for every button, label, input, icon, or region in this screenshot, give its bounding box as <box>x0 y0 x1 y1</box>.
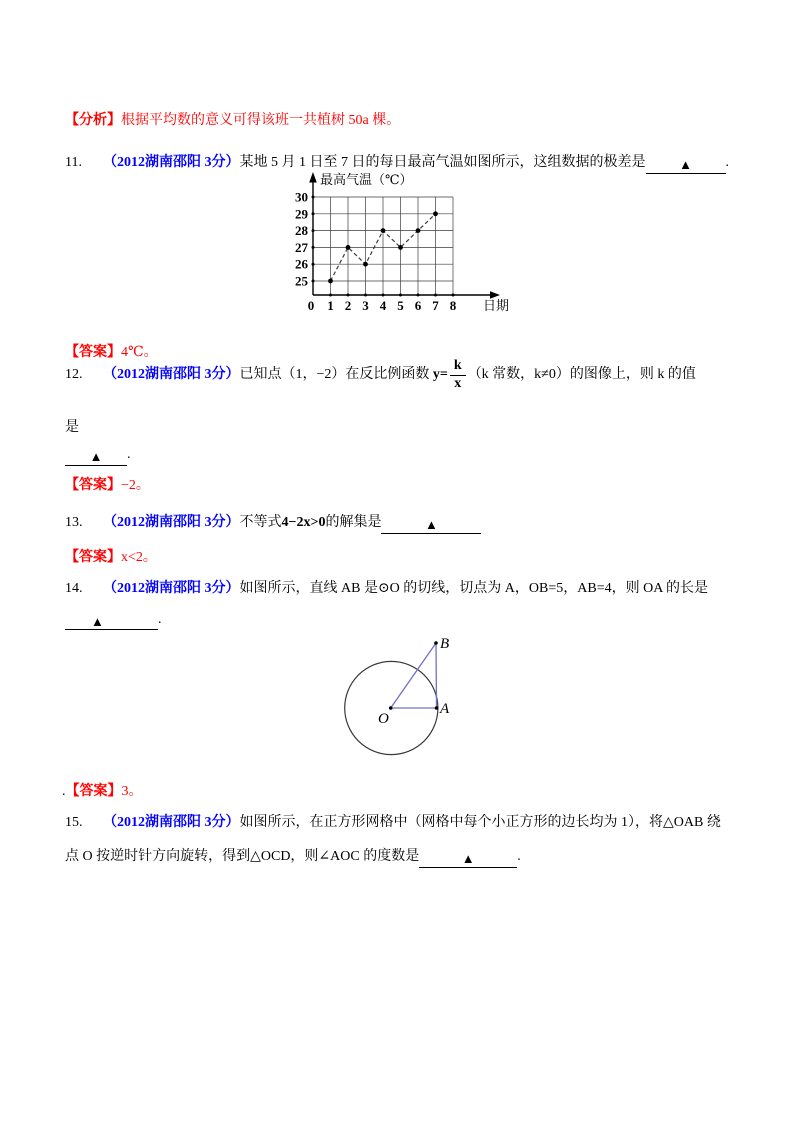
x-tick-dot <box>434 294 437 297</box>
question-15-text1: 如图所示，在正方形网格中（网格中每个小正方形的边长均为 1），将△OAB 绕 <box>239 815 721 830</box>
question-13-number: 13. <box>65 515 83 530</box>
x-tick-dot <box>452 294 455 297</box>
answer-13-text: x<2。 <box>121 550 157 565</box>
data-point <box>416 228 421 233</box>
x-tick-label: 7 <box>432 298 439 313</box>
chart-title: 最高气温（℃） <box>320 172 413 187</box>
question-12-blank-line <box>65 446 131 466</box>
answer-14-label: 【答案】 <box>65 784 122 799</box>
y-tick-label: 27 <box>295 239 308 255</box>
segment-ab <box>436 643 437 708</box>
point-o <box>389 706 393 710</box>
y-tick-label: 29 <box>295 206 308 222</box>
x-tick-dot <box>382 294 385 297</box>
question-14-tail: . <box>158 612 162 627</box>
question-15-line2 <box>65 848 521 868</box>
question-11-source: （2012湖南邵阳 3分） <box>103 155 240 170</box>
analysis-label: 【分析】 <box>65 113 121 128</box>
question-12 <box>65 352 696 398</box>
question-11-number: 11. <box>65 155 82 170</box>
x-tick-dot <box>399 294 402 297</box>
y-axis-arrow-icon <box>309 172 317 183</box>
question-15-number: 15. <box>65 815 83 830</box>
y-tick-label: 25 <box>295 273 308 289</box>
x-tick-dot <box>329 294 332 297</box>
segment-ob <box>391 643 436 708</box>
y-tick-dot <box>312 229 315 232</box>
answer-14-prefix: . <box>62 784 66 799</box>
analysis-text: 根据平均数的意义可得该班一共植树 50a 棵。 <box>121 113 401 128</box>
point-a <box>435 706 439 710</box>
y-tick-label: 30 <box>295 189 308 205</box>
x-tick-label: 6 <box>414 298 422 313</box>
x-tick-label: 0 <box>307 298 315 313</box>
question-13-text-after: 的解集是 <box>325 515 382 530</box>
question-15-text2: 点 O 按逆时针方向旋转，得到△OCD，则∠AOC 的度数是 <box>65 849 420 864</box>
question-14-source: （2012湖南邵阳 3分） <box>103 581 240 596</box>
question-11-answer-blank: ▲ <box>646 157 726 174</box>
x-tick-label: 5 <box>397 298 404 313</box>
question-13 <box>65 514 481 534</box>
question-14-answer-blank: ▲ <box>65 614 158 630</box>
question-13-inequality: 4−2x>0 <box>281 515 326 530</box>
question-13-text-before: 不等式 <box>239 515 282 530</box>
data-point <box>363 262 368 267</box>
question-12-answer-blank: ▲ <box>65 449 127 466</box>
analysis-line <box>65 112 400 130</box>
point-b <box>434 641 438 645</box>
x-tick-label: 2 <box>344 298 352 313</box>
answer-12-text: −2。 <box>121 478 150 493</box>
x-tick-label: 1 <box>327 298 334 313</box>
y-tick-label: 28 <box>295 223 308 239</box>
temperature-line-chart <box>283 168 523 323</box>
answer-11-label: 【答案】 <box>65 345 121 360</box>
question-15-source: （2012湖南邵阳 3分） <box>103 815 240 830</box>
question-14 <box>65 580 708 598</box>
data-point <box>398 245 403 250</box>
x-tick-dot <box>347 294 350 297</box>
question-13-answer-blank: ▲ <box>381 517 481 534</box>
data-point <box>381 228 386 233</box>
answer-13 <box>65 549 157 567</box>
answer-14-text: 3。 <box>121 784 143 799</box>
formula-fraction <box>450 359 466 391</box>
question-11-text: 某地 5 月 1 日至 7 日的每日最高气温如图所示，这组数据的极差是 <box>239 155 646 170</box>
answer-14 <box>62 783 143 801</box>
x-tick-label: 3 <box>362 298 369 313</box>
question-14-blank-line <box>65 611 162 630</box>
answer-11-text: 4℃。 <box>121 345 158 360</box>
question-12-text-before: 已知点（1，−2）在反比例函数 <box>239 367 433 382</box>
data-point <box>328 279 333 284</box>
question-15-answer-blank: ▲ <box>419 851 517 868</box>
question-11-tail: . <box>725 155 729 170</box>
y-tick-dot <box>312 196 315 199</box>
question-15-tail: . <box>517 849 521 864</box>
circle-tangent-figure <box>332 618 492 778</box>
y-tick-dot <box>312 280 315 283</box>
question-14-text: 如图所示，直线 AB 是⊙O 的切线，切点为 A，OB=5，AB=4，则 OA 的长是 <box>239 581 709 596</box>
x-tick-label: 8 <box>449 298 457 313</box>
x-tick-dot <box>417 294 420 297</box>
answer-12 <box>65 477 150 495</box>
label-o: O <box>378 711 389 727</box>
question-15-line1 <box>65 814 721 832</box>
question-14-number: 14. <box>65 581 83 596</box>
data-point <box>346 245 351 250</box>
x-tick-label: 4 <box>379 298 387 313</box>
y-tick-label: 26 <box>295 256 308 272</box>
fraction-denominator: x <box>454 375 462 391</box>
y-tick-dot <box>312 212 315 215</box>
x-axis-label: 日期 <box>482 298 510 313</box>
question-12-line2 <box>65 419 79 437</box>
question-12-text-after: （k 常数，k≠0）的图像上，则 k 的值 <box>467 367 696 382</box>
question-12-number: 12. <box>65 367 83 382</box>
answer-13-label: 【答案】 <box>65 550 121 565</box>
answer-12-label: 【答案】 <box>65 478 121 493</box>
question-13-source: （2012湖南邵阳 3分） <box>103 515 240 530</box>
formula-lhs: y= <box>432 367 448 382</box>
label-a: A <box>440 701 450 717</box>
y-tick-dot <box>312 246 315 249</box>
x-tick-dot <box>364 294 367 297</box>
fraction-numerator: k <box>450 359 466 376</box>
question-12-tail: . <box>127 447 131 462</box>
y-tick-dot <box>312 263 315 266</box>
data-point <box>433 211 438 216</box>
label-b: B <box>440 636 450 652</box>
question-12-source: （2012湖南邵阳 3分） <box>103 367 240 382</box>
question-12-line2-text: 是 <box>65 420 79 435</box>
